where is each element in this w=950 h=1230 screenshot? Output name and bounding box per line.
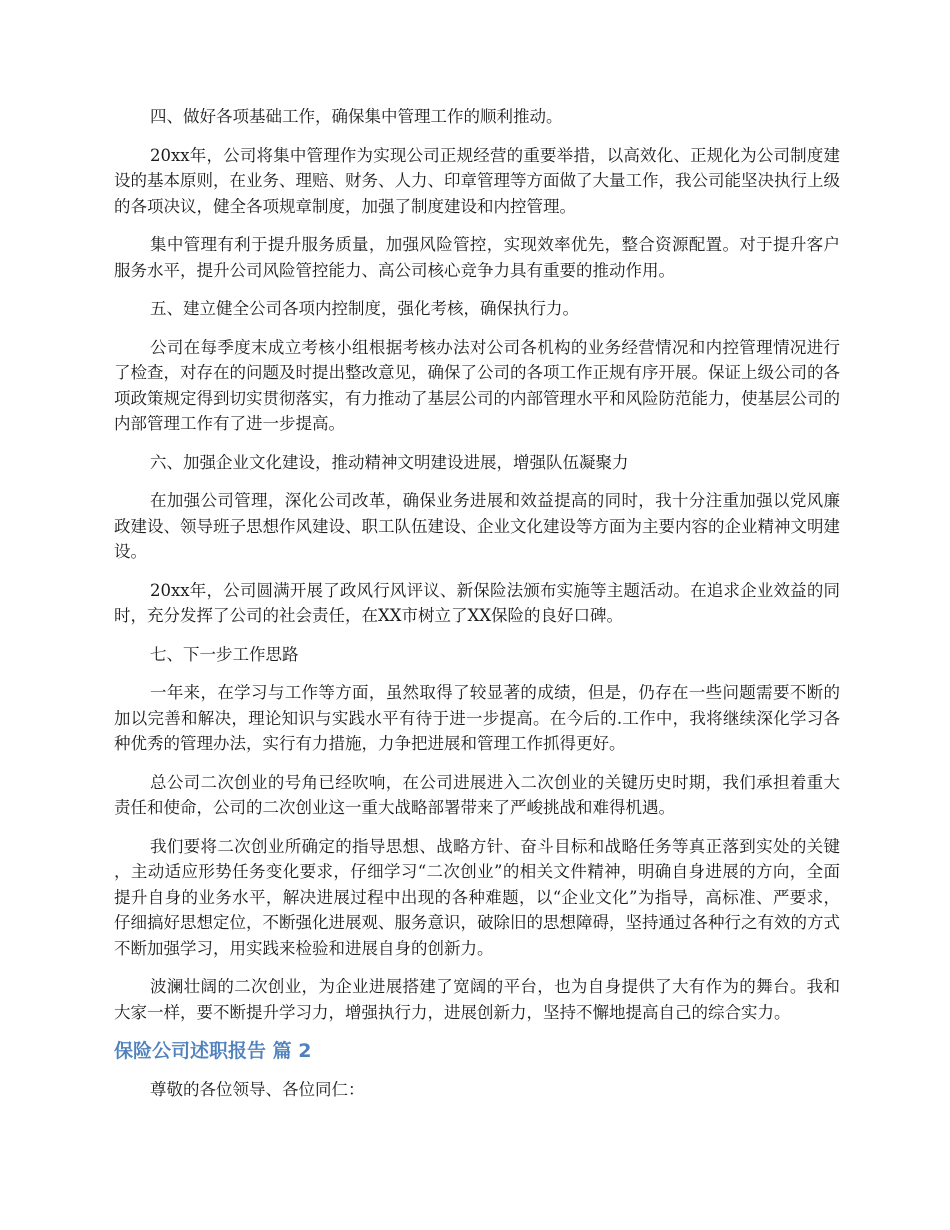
paragraph-section-seven-title: 七、下一步工作思路 [150, 644, 299, 664]
paragraph: 20xx年，公司将集中管理作为实现公司正规经营的重要举措，以高效化、正规化为公司制度建设的基本原则，在业务、理赔、财务、人力、印章管理等方面做了大量工作，我公司能坚决执行上级的各项决议，健全各项规章制度，加强了制度建设和内控管理。 [114, 145, 840, 216]
paragraph: 波澜壮阔的二次创业，为企业进展搭建了宽阔的平台，也为自身提供了大有作为的舞台。我和大家一样，要不断提升学习力，增强执行力，进展创新力，坚持不懈地提高自己的综合实力。 [114, 977, 840, 1022]
paragraph: 在加强公司管理，深化公司改革，确保业务进展和效益提高的同时，我十分注重加强以党风廉政建设、领导班子思想作风建设、职工队伍建设、企业文化建设等方面为主要内容的企业精神文明建设。 [114, 491, 840, 561]
paragraph-section-four-title: 四、做好各项基础工作，确保集中管理工作的顺利推动。 [150, 107, 563, 126]
paragraph: 公司在每季度末成立考核小组根据考核办法对公司各机构的业务经营情况和内控管理情况进行了检查，对存在的问题及时提出整改意见，确保了公司的各项工作正规有序开展。保证上级公司的各项政策规定得到切实贯彻落实，有力推动了基层公司的内部管理水平和风险防范能力，使基层公司的内部管理工作有了进一步提高。 [114, 337, 840, 433]
salutation-paragraph: 尊敬的各位领导、各位同仁： [150, 1080, 365, 1099]
paragraph: 我们要将二次创业所确定的指导思想、战略方针、奋斗目标和战略任务等真正落到实处的关键，主动适应形势任务变化要求，仔细学习“二次创业”的相关文件精神，明确自身进展的方向，全面提升自身的业务水平，解决进展过程中出现的各种难题，以“企业文化”为指导，高标准、严要求，仔细搞好思想定位，不断强化进展观、服务意识，破除旧的思想障碍，坚持通过各种行之有效的方式不断加强学习，用实践来检验和进展自身的创新力。 [114, 836, 840, 958]
paragraph: 20xx年，公司圆满开展了政风行风评议、新保险法颁布实施等主题活动。在追求企业效益的同时，充分发挥了公司的社会责任，在XX市树立了XX保险的良好口碑。 [114, 580, 840, 625]
paragraph-section-six-title: 六、加强企业文化建设，推动精神文明建设进展，增强队伍凝聚力 [150, 452, 629, 472]
document-page [114, 104, 840, 1116]
paragraph: 总公司二次创业的号角已经吹响，在公司进展进入二次创业的关键历史时期，我们承担着重大责任和使命，公司的二次创业这一重大战略部署带来了严峻挑战和难得机遇。 [114, 772, 840, 817]
section-heading: 保险公司述职报告 篇 2 [114, 1040, 312, 1062]
paragraph: 一年来，在学习与工作等方面，虽然取得了较显著的成绩，但是，仍存在一些问题需要不断的加以完善和解决，理论知识与实践水平有待于进一步提高。在今后的.工作中，我将继续深化学习各种优秀的管理办法，实行有力措施，力争把进展和管理工作抓得更好。 [114, 683, 840, 753]
paragraph: 集中管理有利于提升服务质量，加强风险管控，实现效率优先，整合资源配置。对于提升客户服务水平，提升公司风险管控能力、高公司核心竞争力具有重要的推动作用。 [114, 235, 840, 280]
paragraph-section-five-title: 五、建立健全公司各项内控制度，强化考核，确保执行力。 [150, 299, 579, 318]
